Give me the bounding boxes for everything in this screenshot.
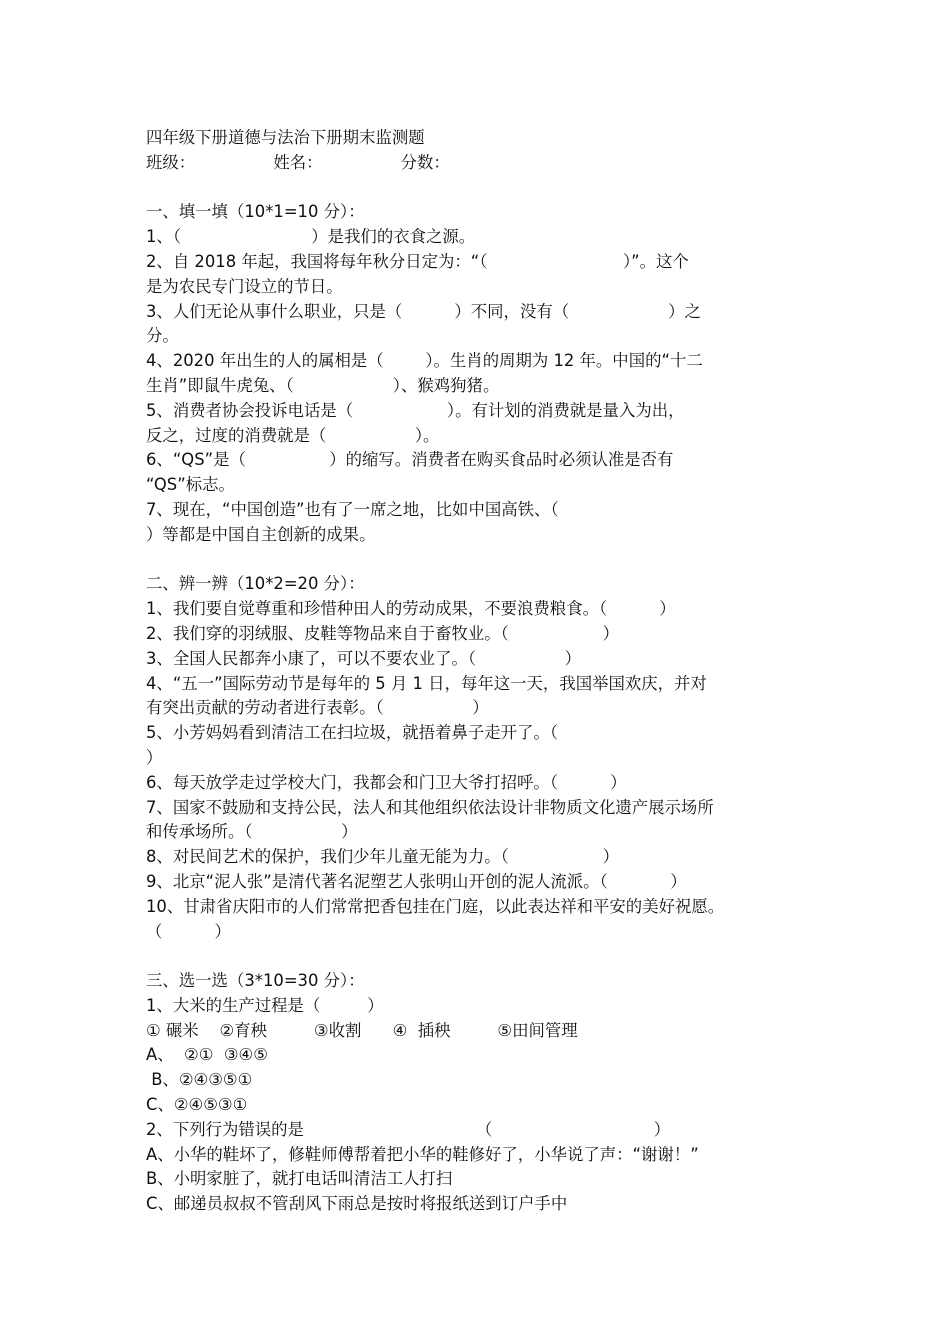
exam-title: 四年级下册道德与法治下册期末监测题 [146,128,425,147]
question-line: 1、（ ）是我们的衣食之源。 [146,227,476,247]
question-line: ） [146,747,163,767]
section-heading: 三、选一选（3*10=30 分）： [146,971,365,991]
question-line: 反之，过度的消费就是（ ）。 [146,425,440,445]
question-line: 1、我们要自觉尊重和珍惜种田人的劳动成果，不要浪费粮食。（ ） [146,599,676,619]
question-line: 6、每天放学走过学校大门，我都会和门卫大爷打招呼。（ ） [146,772,627,792]
question-line: B、②④③⑤① [146,1070,253,1090]
question-line: 3、人们无论从事什么职业，只是（ ）不同，没有（ ）之 [146,301,701,321]
question-line: 8、对民间艺术的保护，我们少年儿童无能为力。（ ） [146,847,619,867]
question-line: 7、国家不鼓励和支持公民，法人和其他组织依法设计非物质文化遗产展示场所 [146,797,714,817]
question-line: C、邮递员叔叔不管刮风下雨总是按时将报纸送到订户手中 [146,1194,568,1214]
question-line: 有突出贡献的劳动者进行表彰。（ ） [146,698,489,718]
question-line: 1、大米的生产过程是（ ） [146,995,384,1015]
spacer [146,944,826,969]
question-line: （ ） [146,921,231,941]
exam-paper [146,126,826,1217]
question-line: 6、“QS”是（ ）的缩写。消费者在购买食品时必须认准是否有 [146,450,674,470]
question-line: 7、现在，“中国创造”也有了一席之地，比如中国高铁、（ [146,499,559,519]
section-true-false [146,572,826,944]
question-line: 3、全国人民都奔小康了，可以不要农业了。（ ） [146,648,582,668]
student-info-line: 班级： 姓名： 分数： [146,152,450,172]
question-line: 5、消费者协会投诉电话是（ ）。有计划的消费就是量入为出， [146,400,685,420]
question-line: ）等都是中国自主创新的成果。 [146,524,376,544]
spacer [146,548,826,573]
question-line: 和传承场所。（ ） [146,822,358,842]
spacer [146,176,826,201]
question-line: 4、“五一”国际劳动节是每年的 5 月 1 日，每年这一天，我国举国欢庆，并对 [146,673,707,693]
question-line: 5、小芳妈妈看到清洁工在扫垃圾，就捂着鼻子走开了。（ [146,723,558,743]
section-fill-in [146,200,826,547]
question-line: “QS”标志。 [146,475,235,495]
question-line: B、小明家脏了，就打电话叫清洁工人打扫 [146,1169,453,1189]
question-line: 9、北京“泥人张”是清代著名泥塑艺人张明山开创的泥人流派。（ ） [146,871,687,891]
question-line: 2、下列行为错误的是 （ ） [146,1119,671,1139]
question-line: 2、我们穿的羽绒服、皮鞋等物品来自于畜牧业。（ ） [146,623,619,643]
question-line: 2、自 2018 年起，我国将每年秋分日定为：“（ ）”。这个 [146,251,689,271]
question-line: 分。 [146,326,179,346]
question-line: C、②④⑤③① [146,1095,248,1115]
question-line: 10、甘肃省庆阳市的人们常常把香包挂在门庭，以此表达祥和平安的美好祝愿。 [146,896,725,916]
question-line: A、小华的鞋坏了，修鞋师傅帮着把小华的鞋修好了，小华说了声：“谢谢！” [146,1144,699,1164]
question-line: 4、2020 年出生的人的属相是（ ）。生肖的周期为 12 年。中国的“十二 [146,351,703,371]
question-line: A、 ②① ③④⑤ [146,1045,268,1065]
question-line: ① 碾米 ②育秧 ③收割 ④ 插秧 ⑤田间管理 [146,1020,578,1040]
question-line: 是为农民专门设立的节日。 [146,276,343,296]
section-heading: 一、填一填（10*1=10 分）： [146,202,365,222]
section-heading: 二、辨一辨（10*2=20 分）： [146,574,365,594]
section-multiple-choice [146,969,826,1217]
question-line: 生肖”即鼠牛虎兔、（ ）、猴鸡狗猪。 [146,375,500,395]
